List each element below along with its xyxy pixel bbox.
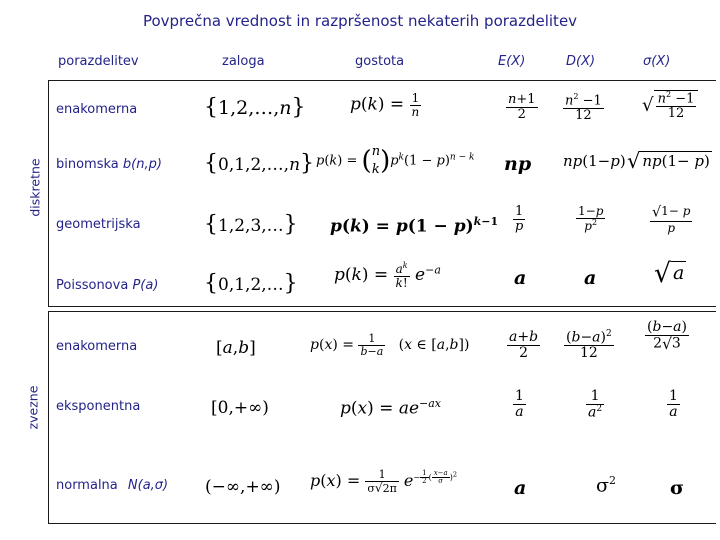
row-geometric: geometrijska	[56, 217, 141, 232]
stddev-poisson: √ a	[654, 258, 685, 289]
header-stddev: σ(X)	[643, 54, 671, 69]
support-uniform-continuous: [a,b]	[216, 338, 256, 358]
density-normal: p(x) = $\frac{1}{\sigma√2\pi}$ $e^{- \frac{1}{2} ( \frac{x-a}{\sigma} )^2}$	[310, 468, 458, 495]
stddev-geometric: $\frac{√1- p}{p}$	[652, 204, 691, 235]
header-variance: D(X)	[566, 54, 596, 69]
support-binomial: {0,1,2,…,n}	[204, 151, 315, 176]
support-exponential: [0,+∞)	[211, 398, 269, 418]
row-binomial	[56, 157, 162, 172]
mean-poisson: a	[514, 267, 527, 289]
continuous-label: zvezne	[25, 385, 41, 430]
row-binomial-label: binomska	[56, 157, 119, 172]
variance-poisson: a	[584, 267, 597, 289]
stddev-uniform-discrete: √ $\frac{n^2 -1}{12}$	[642, 90, 698, 121]
variance-uniform-discrete: $\frac{n^2 -1}{12}$	[565, 92, 602, 123]
density-uniform-continuous: p(x) = $\frac{1}{b-a}$ (x ∈ [a,b])	[310, 332, 470, 358]
header-support: zaloga	[222, 54, 265, 69]
stddev-exponential: $\frac{1}{a}$	[669, 388, 678, 420]
row-exponential: eksponentna	[56, 399, 141, 414]
header-density: gostota	[355, 54, 405, 69]
row-binomial-param: b(n,p)	[122, 157, 162, 172]
mean-geometric: $\frac{1}{p}$	[515, 204, 524, 234]
row-uniform-continuous: enakomerna	[56, 339, 138, 354]
support-geometric: {1,2,3,…}	[204, 212, 298, 237]
variance-geometric: $\frac{1-p}{p^2}$	[578, 204, 604, 233]
stddev-uniform-continuous: $\frac{(b-a)}{2√3}$	[647, 319, 687, 353]
variance-binomial: np(1−p)	[563, 152, 626, 170]
density-exponential: $p(x) = ae^{-ax}$	[340, 397, 441, 419]
discrete-label: diskretne	[27, 158, 43, 217]
mean-uniform-continuous: $\frac{a+b}{2}$	[509, 329, 539, 361]
stddev-binomial: √ np(1− p)	[627, 149, 710, 173]
row-normal-label: normalna	[56, 478, 118, 493]
support-poisson: {0,1,2,…}	[204, 271, 298, 296]
row-uniform-discrete: enakomerna	[56, 102, 138, 117]
discrete-left-border	[48, 80, 49, 307]
header-distribution: porazdelitev	[58, 54, 139, 69]
density-geometric: $p(k) = p(1 - p)^{k-1}$	[330, 215, 499, 237]
stddev-normal: σ	[670, 477, 685, 499]
density-binomial: p(k) = ( n k )$p^k(1 - p)^{n - k}$	[316, 144, 475, 178]
mean-exponential: $\frac{1}{a}$	[515, 388, 524, 420]
row-normal	[56, 478, 168, 493]
row-poisson-label: Poissonova	[56, 278, 129, 293]
variance-normal: $\sigma^2$	[596, 474, 616, 497]
mean-binomial: np	[504, 153, 532, 175]
row-normal-param: N(a,σ)	[127, 478, 169, 493]
support-uniform-discrete: {1,2,…,n}	[204, 95, 306, 120]
variance-exponential: $\frac{1}{a^2}$	[588, 388, 603, 421]
density-poisson: p(k) = $\frac{a^k}{k!}$ $e^{-a}$	[334, 261, 441, 290]
page-title: Povprečna vrednost in razpršenost nekaterih porazdelitev	[142, 12, 578, 30]
variance-uniform-continuous: $\frac{(b-a)^2}{12}$	[566, 329, 612, 362]
support-normal: (−∞,+∞)	[205, 477, 281, 497]
mean-normal: a	[514, 477, 527, 499]
header-mean: E(X)	[498, 54, 526, 69]
row-poisson-param: P(a)	[132, 278, 159, 293]
density-uniform-discrete: p(k) = $\frac{1}{n}$	[350, 91, 420, 119]
row-poisson	[56, 278, 158, 293]
continuous-left-border	[48, 311, 49, 524]
mean-uniform-discrete: $\frac{n+1}{2}$	[508, 92, 536, 122]
